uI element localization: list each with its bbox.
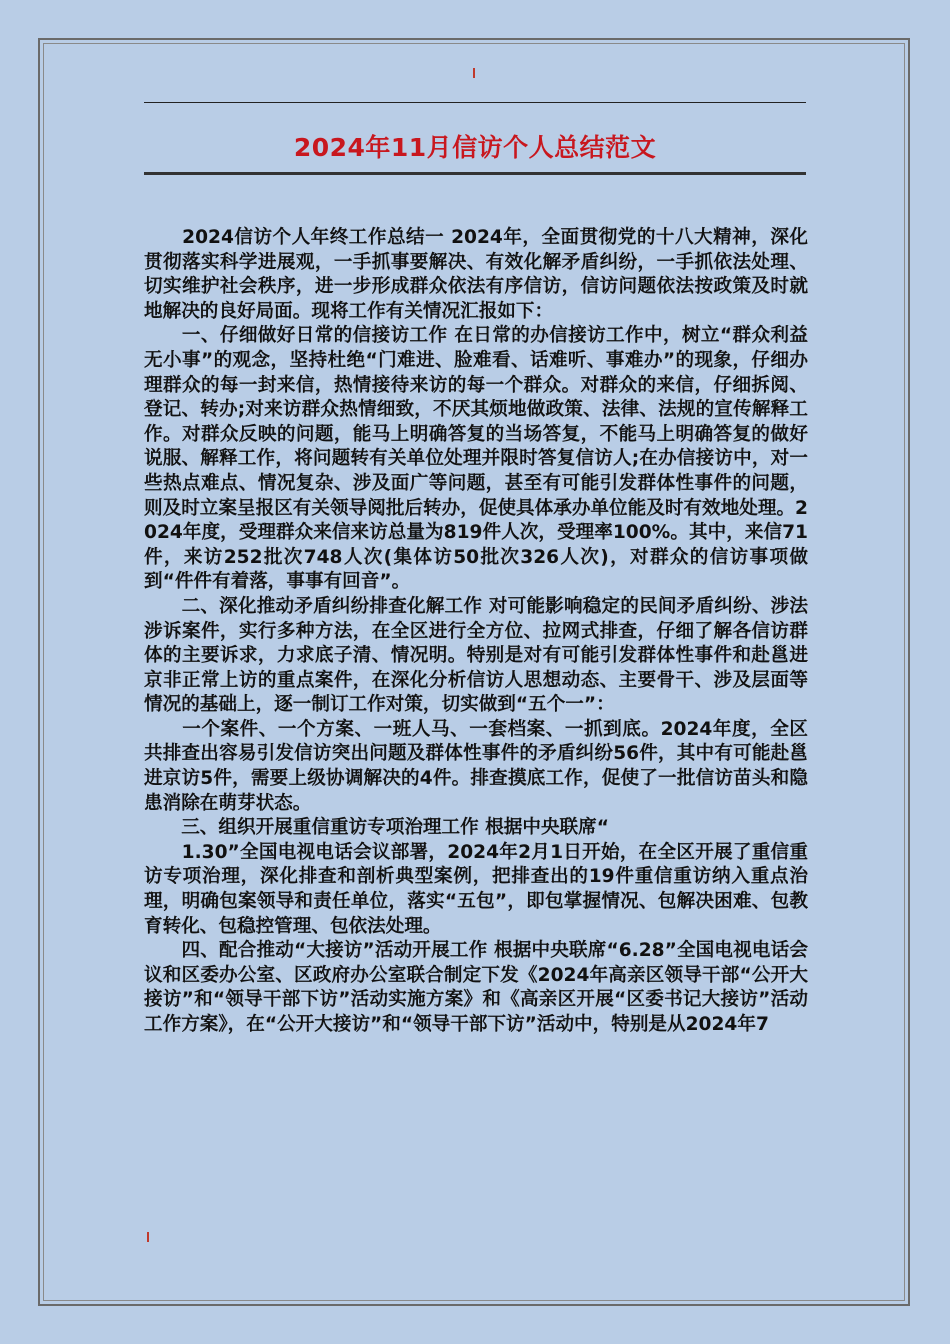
document-title: 2024年11月信访个人总结范文: [293, 133, 657, 162]
paragraph-intro: 2024信访个人年终工作总结一 2024年，全面贯彻党的十八大精神，深化贯彻落实科学进展观，一手抓事要解决、有效化解矛盾纠纷，一手抓依法处理、切实维护社会秩序，进一步形成群众依法有序信访，信访问题依法按政策及时就地解决的良好局面。现将工作有关情况汇报如下：: [144, 227, 808, 322]
footer-mark: [147, 1232, 149, 1242]
title-double-rule: [144, 172, 806, 175]
header-rule: [144, 102, 806, 103]
document-body: [144, 226, 808, 1038]
paragraph-section-2: 二、深化推动矛盾纠纷排查化解工作 对可能影响稳定的民间矛盾纠纷、涉法涉诉案件，实行多种方法，在全区进行全方位、拉网式排查，仔细了解各信访群体的主要诉求，力求底子清、情况明。特别是对有可能引发群体性事件和赴邕进京非正常上访的重点案件，在深化分析信访人思想动态、主要骨干、涉及层面等情况的基础上，逐一制订工作对策，切实做到“五个一”：: [144, 595, 808, 716]
paragraph-section-2-cont: 一个案件、一个方案、一班人马、一套档案、一抓到底。2024年度，全区共排查出容易引发信访突出问题及群体性事件的矛盾纠纷56件，其中有可能赴邕进京访5件，需要上级协调解决的4件。排查摸底工作，促使了一批信访苗头和隐患消除在萌芽状态。: [144, 718, 808, 814]
paragraph-section-4: 四、配合推动“大接访”活动开展工作 根据中央联席“6.28”全国电视电话会议和区委办公室、区政府办公室联合制定下发《2024年高亲区领导干部“公开大接访”和“领导干部下访”活动实施方案》和《高亲区开展“区委书记大接访”活动工作方案》，在“公开大接访”和“领导干部下访”活动中，特别是从2024年7: [144, 940, 808, 1035]
header-mark: [473, 68, 475, 78]
paragraph-section-3-heading: 三、组织开展重信重访专项治理工作 根据中央联席“: [144, 817, 609, 839]
paragraph-section-3: 1.30”全国电视电话会议部署，2024年2月1日开始，在全区开展了重信重访专项治理，深化排查和剖析典型案例，把排查出的19件重信重访纳入重点治理，明确包案领导和责任单位，落实“五包”，即包掌握情况、包解决困难、包教育转化、包稳控管理、包依法处理。: [144, 841, 808, 937]
paragraph-section-1: 一、仔细做好日常的信接访工作 在日常的办信接访工作中，树立“群众利益无小事”的观念，坚持杜绝“门难进、脸难看、话难听、事难办”的现象，仔细办理群众的每一封来信，热情接待来访的每一个群众。对群众的来信，仔细拆阅、登记、转办;对来访群众热情细致，不厌其烦地做政策、法律、法规的宣传解释工作。对群众反映的问题，能马上明确答复的当场答复，不能马上明确答复的做好说服、解释工作，将问题转有关单位处理并限时答复信访人;在办信接访中，对一些热点难点、情况复杂、涉及面广等问题，甚至有可能引发群体性事件的问题，则及时立案呈报区有关领导阅批后转办，促使具体承办单位能及时有效地处理。2024年度，受理群众来信来访总量为819件人次，受理率100%。其中，来信71件，来访252批次748人次(集体访50批次326人次)，对群众的信访事项做到“件件有着落，事事有回音”。: [144, 325, 808, 593]
